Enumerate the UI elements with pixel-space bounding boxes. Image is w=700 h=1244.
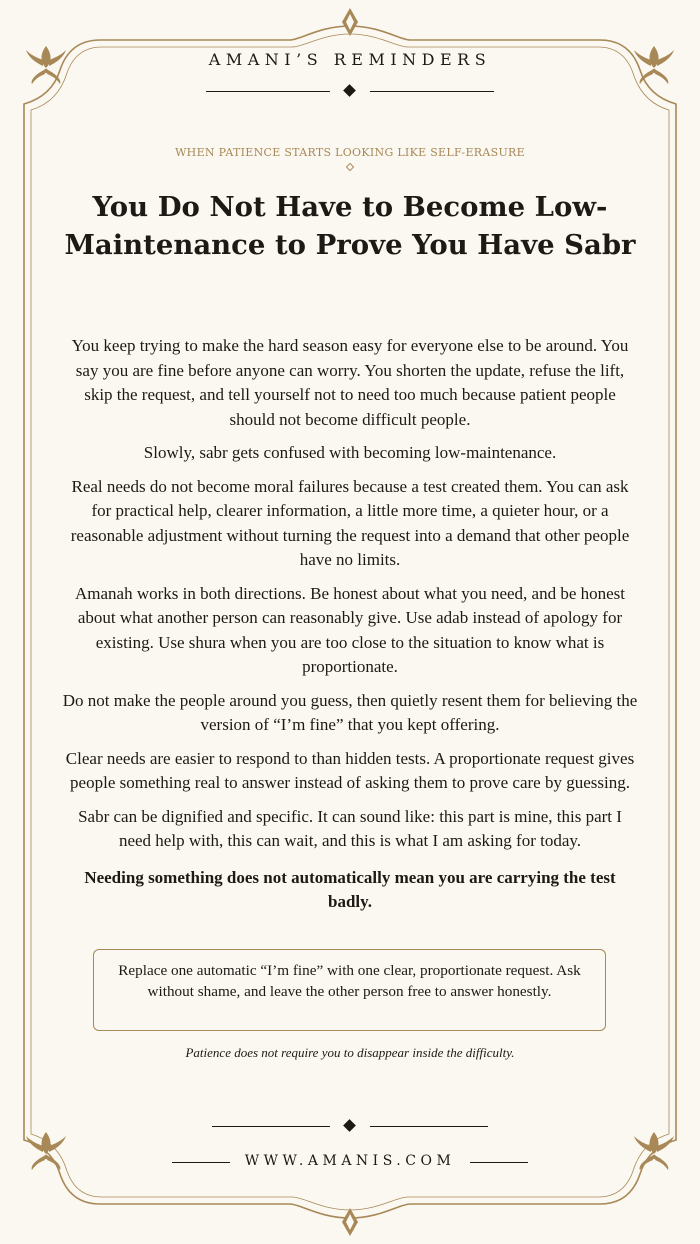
brand-title: AMANI’S REMINDERS <box>208 50 492 69</box>
footnote: Patience does not require you to disappear inside the difficulty. <box>185 1045 515 1060</box>
paragraph: Amanah works in both directions. Be honest about what you need, and be honest about what another person can reasonably give. Use adab instead of apology for existing. Use shura when you are too close to the situation to know what is proportionate. <box>74 583 626 676</box>
paragraph: Slowly, sabr gets confused with becoming low-maintenance. <box>143 443 557 462</box>
header-divider-right <box>370 91 494 92</box>
callout-box: Replace one automatic “I’m fine” with one clear, proportionate request. Ask without shame, and leave the other person free to answer honestly. <box>93 949 606 1031</box>
paragraph: You keep trying to make the hard season easy for everyone else to be around. You say you are fine before anyone can worry. You shorten the update, refuse the lift, skip the request, and tell yourself not to need too much because patient people should not become difficult people. <box>71 336 629 429</box>
paragraph: Sabr can be dignified and specific. It can sound like: this part is mine, this part I need help with, this can wait, and this is what I am asking for today. <box>78 806 622 850</box>
top-crest-diamond-icon <box>342 8 358 36</box>
emphasis-statement: Needing something does not automatically mean you are carrying the test badly. <box>84 867 616 911</box>
page-title: You Do Not Have to Become Low-Maintenance to Prove You Have Sabr <box>64 191 636 261</box>
footer-divider-left <box>212 1126 330 1127</box>
footer-divider-right <box>370 1126 488 1127</box>
url-divider-right <box>470 1162 528 1163</box>
kicker-text: WHEN PATIENCE STARTS LOOKING LIKE SELF-ERASURE <box>175 146 525 159</box>
paragraph: Do not make the people around you guess, then quietly resent them for believing the version of “I’m fine” that you kept offering. <box>62 690 638 734</box>
paragraph: Clear needs are easier to respond to than hidden tests. A proportionate request gives people something real to answer instead of asking them to prove care by guessing. <box>65 748 635 792</box>
bottom-crest-diamond-icon <box>342 1208 358 1236</box>
body-copy <box>62 334 638 924</box>
footer-url: WWW.AMANIS.COM <box>244 1153 456 1169</box>
header-divider-left <box>206 91 330 92</box>
paragraph: Real needs do not become moral failures because a test created them. You can ask for practical help, clearer information, a little more time, a quieter hour, or a reasonable adjustment without turning the request into a demand that other people have no limits. <box>70 476 630 569</box>
